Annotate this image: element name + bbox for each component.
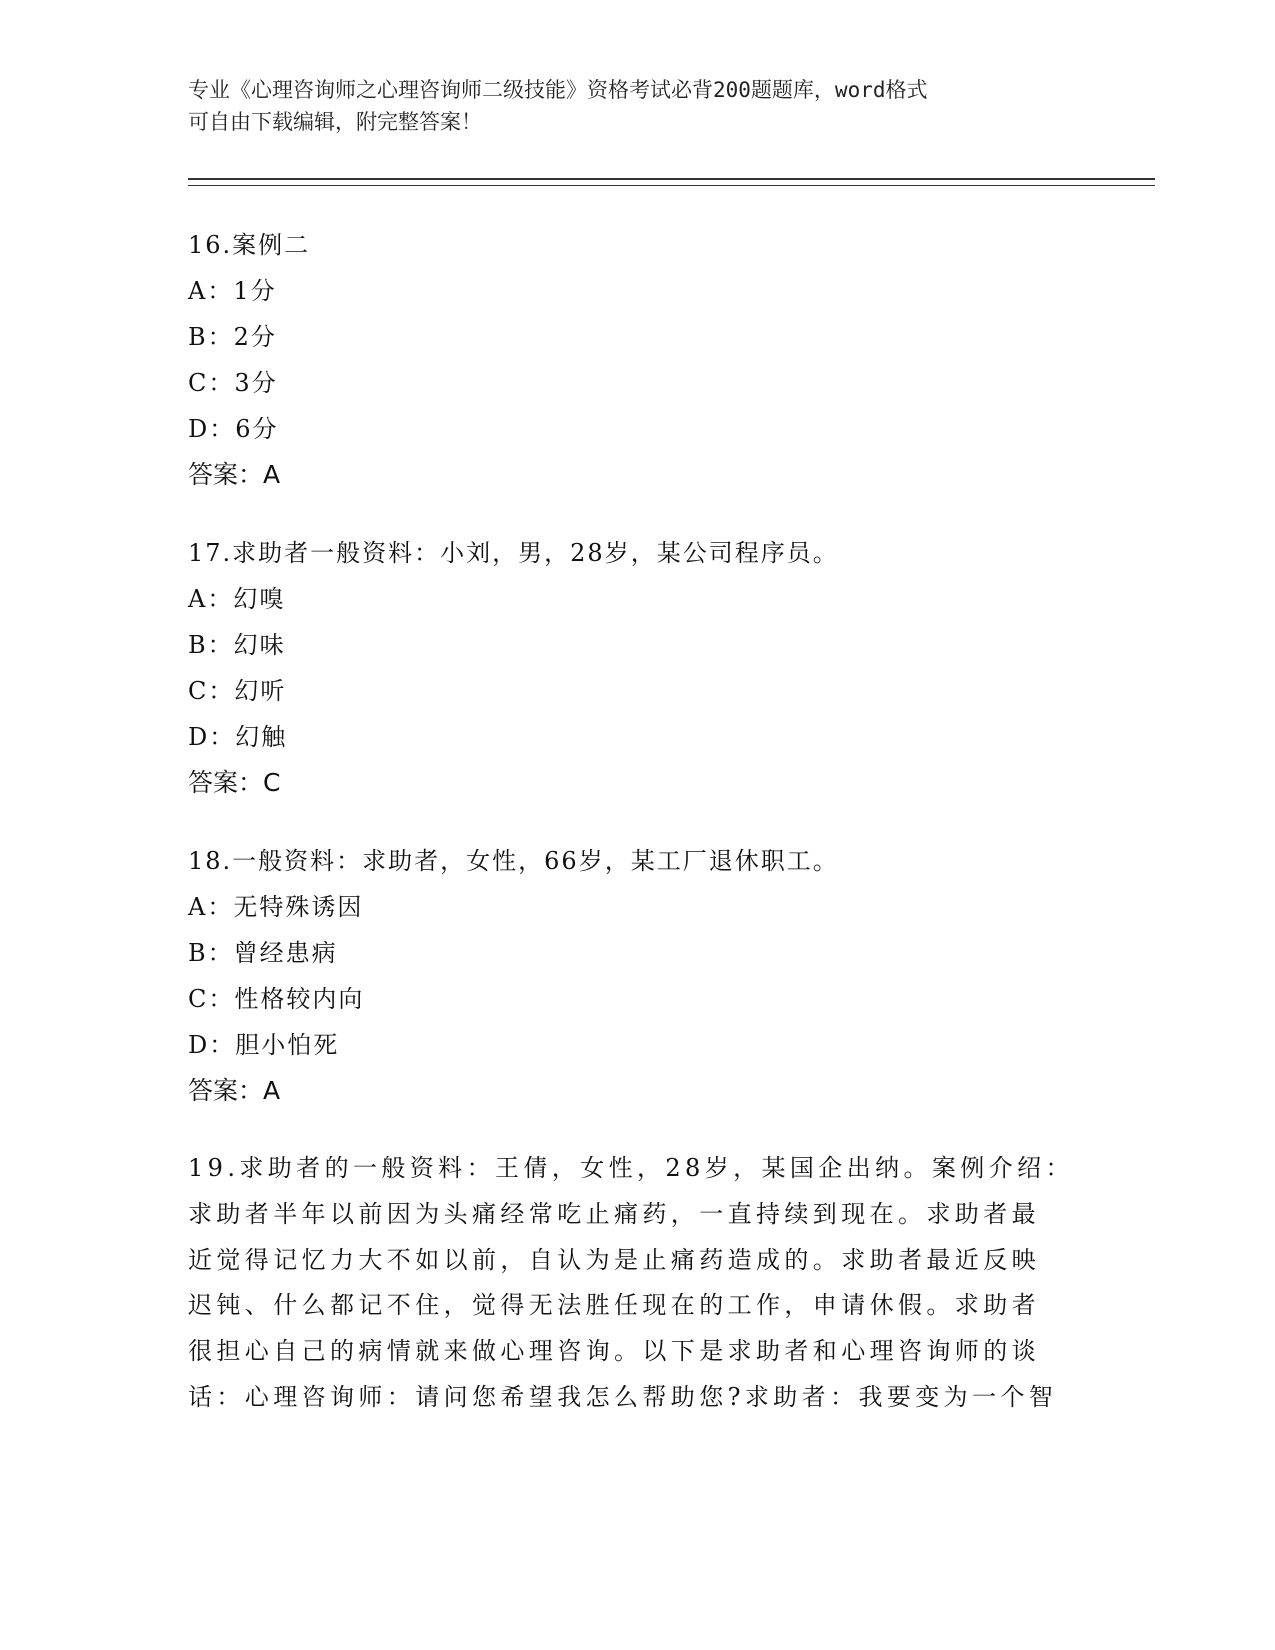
option-b: B：2分 — [188, 323, 277, 351]
question-19 — [188, 1146, 1074, 1421]
answer: 答案：A — [188, 460, 281, 489]
question-stem: 16.案例二 — [188, 231, 311, 259]
option-c: C：幻听 — [188, 677, 287, 705]
option-d: D：胆小怕死 — [188, 1031, 340, 1059]
option-a: A：幻嗅 — [188, 585, 286, 613]
option-a: A：无特殊诱因 — [188, 893, 364, 921]
paragraph-line: 近觉得记忆力大不如以前，自认为是止痛药造成的。求助者最近反映 — [188, 1245, 1040, 1274]
paragraph-line: 迟钝、什么都记不住，觉得无法胜任现在的工作，申请休假。求助者 — [188, 1291, 1040, 1320]
option-b: B：幻味 — [188, 631, 286, 659]
answer: 答案：A — [188, 1076, 281, 1105]
header-line-2: 可自由下载编辑，附完整答案！ — [188, 110, 482, 134]
question-17 — [188, 530, 1068, 806]
question-stem: 18.一般资料：求助者，女性，66岁，某工厂退休职工。 — [188, 847, 839, 875]
question-stem: 17.求助者一般资料：小刘，男，28岁，某公司程序员。 — [188, 539, 839, 567]
document-header — [188, 74, 1068, 138]
option-d: D：幻触 — [188, 723, 288, 751]
option-b: B：曾经患病 — [188, 939, 338, 967]
paragraph-line: 话：心理咨询师：请问您希望我怎么帮助您?求助者：我要变为一个智 — [188, 1382, 1058, 1411]
question-18 — [188, 838, 1068, 1114]
option-c: C：性格较内向 — [188, 985, 365, 1013]
option-d: D：6分 — [188, 415, 279, 443]
paragraph-line: 很担心自己的病情就来做心理咨询。以下是求助者和心理咨询师的谈 — [188, 1337, 1040, 1366]
header-line-1: 专业《心理咨询师之心理咨询师二级技能》资格考试必背200题题库，word格式 — [188, 78, 928, 102]
question-16 — [188, 222, 1068, 498]
paragraph-line: 19.求助者的一般资料：王倩，女性，28岁，某国企出纳。案例介绍： — [188, 1154, 1074, 1182]
option-c: C：3分 — [188, 369, 278, 397]
answer: 答案：C — [188, 768, 281, 797]
paragraph-line: 求助者半年以前因为头痛经常吃止痛药，一直持续到现在。求助者最 — [188, 1199, 1040, 1228]
question-19-text — [188, 1146, 1074, 1421]
option-a: A：1分 — [188, 277, 277, 305]
header-divider — [188, 178, 1155, 186]
